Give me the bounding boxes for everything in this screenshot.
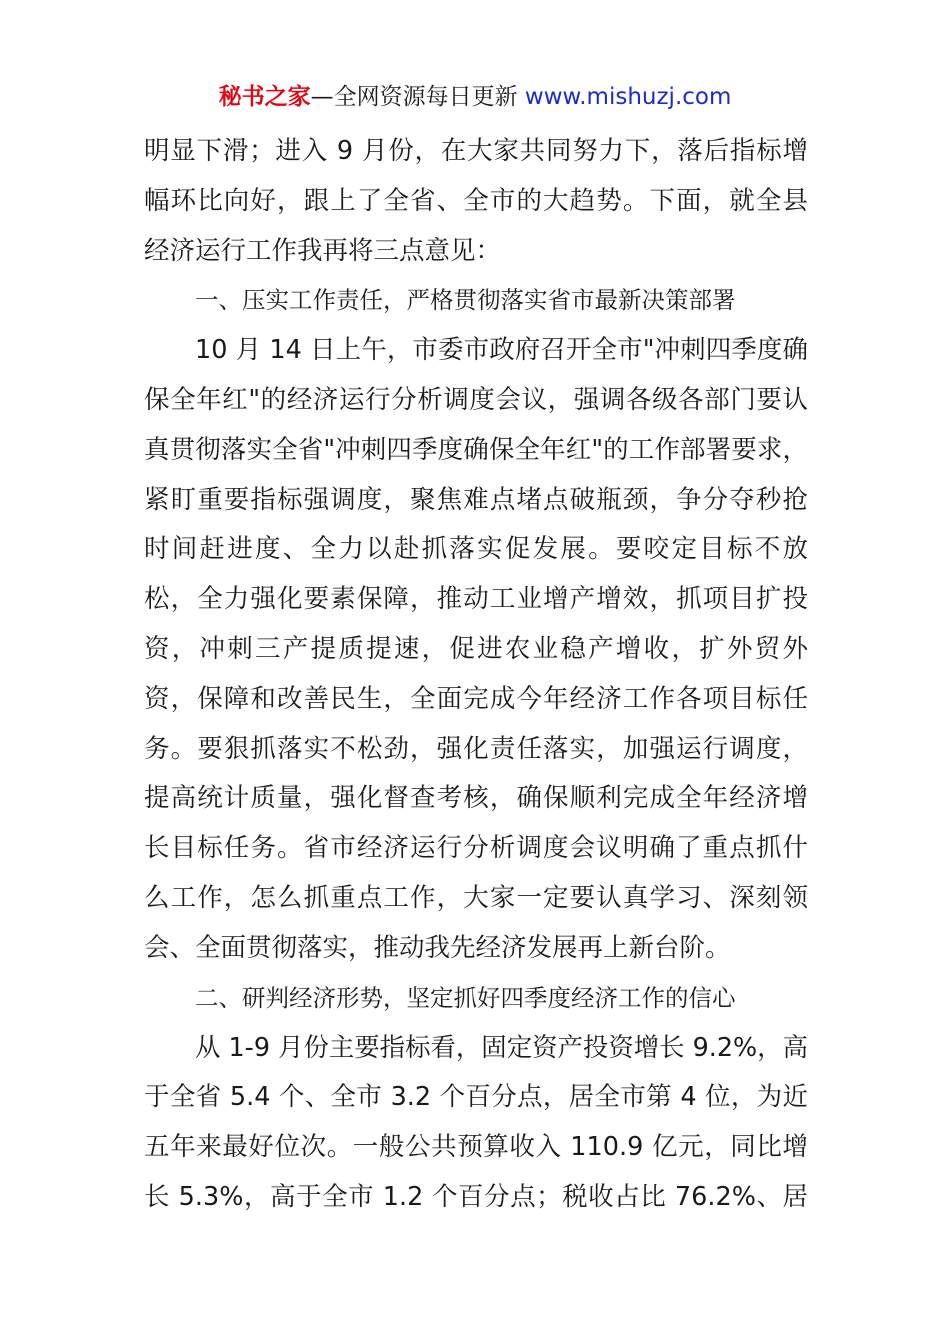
text-line: 务。要狠抓落实不松劲，强化责任落实，加强运行调度， [144, 733, 808, 764]
page-header [0, 80, 950, 114]
text-line: 时间赶进度、全力以赴抓落实促发展。要咬定目标不放 [144, 534, 808, 565]
text-line: 五年来最好位次。一般公共预算收入 110.9 亿元，同比增 [144, 1131, 808, 1162]
document-body [144, 127, 808, 1223]
text-line: 于全省 5.4 个、全市 3.2 个百分点，居全市第 4 位，为近 [144, 1082, 808, 1113]
paragraph-first-line: 从 1-9 月份主要指标看，固定资产投资增长 9.2%，高 [195, 1032, 808, 1063]
paragraph-first-line: 10 月 14 日上午，市委市政府召开全市"冲刺四季度确 [195, 335, 808, 366]
text-line: 会、全面贯彻落实，推动我先经济发展再上新台阶。 [144, 932, 731, 963]
text-line: 保全年红"的经济运行分析调度会议，强调各级各部门要认 [144, 384, 808, 415]
site-url-link[interactable]: www.mishuzj.com [524, 84, 732, 110]
text-line: 真贯彻落实全省"冲刺四季度确保全年红"的工作部署要求， [144, 434, 808, 465]
text-line: 经济运行工作我再将三点意见： [144, 235, 502, 266]
text-line: 幅环比向好，跟上了全省、全市的大趋势。下面，就全县 [144, 185, 808, 216]
brand-name: 秘书之家 [218, 84, 311, 110]
header-tagline: —全网资源每日更新 [310, 84, 525, 110]
text-line: 长 5.3%，高于全市 1.2 个百分点；税收占比 76.2%、居 [144, 1181, 808, 1212]
text-line: 资，保障和改善民生，全面完成今年经济工作各项目标任 [144, 683, 808, 714]
text-line: 么工作，怎么抓重点工作，大家一定要认真学习、深刻领 [144, 882, 808, 913]
text-line: 资，冲刺三产提质提速，促进农业稳产增收，扩外贸外 [144, 633, 808, 664]
text-line: 长目标任务。省市经济运行分析调度会议明确了重点抓什 [144, 833, 808, 864]
text-line: 提高统计质量，强化督查考核，确保顺利完成全年经济增 [144, 783, 808, 814]
section-heading-1: 一、压实工作责任，严格贯彻落实省市最新决策部署 [195, 286, 736, 315]
text-line: 紧盯重要指标强调度，聚焦难点堵点破瓶颈，争分夺秒抢 [144, 484, 808, 515]
text-line: 明显下滑；进入 9 月份，在大家共同努力下，落后指标增 [144, 136, 808, 166]
section-heading-2: 二、研判经济形势，坚定抓好四季度经济工作的信心 [195, 983, 736, 1012]
text-line: 松，全力强化要素保障，推动工业增产增效，抓项目扩投 [144, 584, 808, 615]
